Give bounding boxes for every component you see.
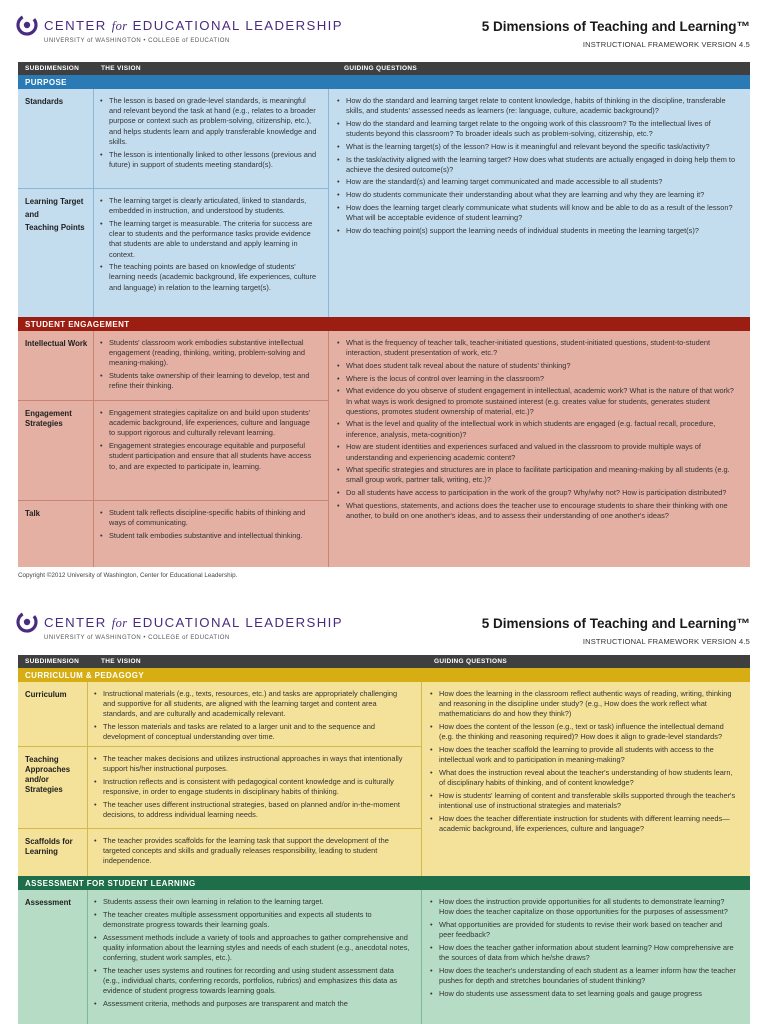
row-engagement-strategies <box>18 401 328 501</box>
column-header <box>18 62 750 75</box>
org-subtitle: UNIVERSITY of WASHINGTON • COLLEGE of EDUCATION <box>44 38 230 44</box>
section-assessment <box>18 890 750 1024</box>
document-title: 5 Dimensions of Teaching and Learning™ <box>481 616 750 631</box>
section-purpose-header: PURPOSE <box>18 75 750 89</box>
question-item: • How does the instruction provide opportunities for all students to demonstrate learning? How does the teacher capitalize on those opportunities for the purposes of assessment? <box>430 897 738 917</box>
row-curriculum <box>18 682 421 747</box>
question-item: • How does the teacher scaffold the learning to provide all students with access to the intellectual work and to participation in meaning-making? <box>430 745 738 765</box>
vision-item: • Engagement strategies capitalize on and build upon students' academic background, life experiences, culture and language to support rigorous and culturally relevant learning. <box>100 408 318 439</box>
guiding-questions-cell <box>421 682 750 876</box>
subdimension-label: Intellectual Work <box>18 331 94 400</box>
subdimension-label: Scaffolds for Learning <box>18 829 88 876</box>
cel-logo-icon <box>16 14 38 36</box>
row-assessment <box>18 890 421 1024</box>
question-item: • What is the frequency of teacher talk, teacher-initiated questions, student-initiated questions, student-to-student interaction, student presentation of work, etc.? <box>337 338 738 358</box>
vision-item: • The lesson is based on grade-level standards, is meaningful and relevant beyond the task at hand (e.g., relates to a broader purpose or context such as problem-solving, citizenship, etc.), and helps students learn and apply transferable knowledge and skills. <box>100 96 318 147</box>
col-guiding: GUIDING QUESTIONS <box>434 658 507 665</box>
question-item: • What is the learning target(s) of the lesson? How is it meaningful and relevant beyond the specific task/activity? <box>337 142 738 152</box>
vision-item: • Students' classroom work embodies substantive intellectual engagement (reading, thinking, writing, problem-solving and meaning-making). <box>100 338 318 369</box>
guiding-questions-cell <box>328 89 750 317</box>
question-item: • How are student identities and experiences surfaced and valued in the classroom to provide multiple ways of understanding and experiencing academic content? <box>337 442 738 462</box>
question-item: • Is the task/activity aligned with the learning target? How does what students are actually engaged in doing help them to achieve the desired outcome(s)? <box>337 155 738 175</box>
vision-item: • The teacher uses different instructional strategies, based on planned and/or in-the-moment decisions, to address individual learning needs. <box>94 800 411 820</box>
page-header <box>0 597 768 657</box>
vision-item: • Students assess their own learning in relation to the learning target. <box>94 897 411 907</box>
question-item: • What specific strategies and structures are in place to facilitate participation and meaning-making by all students (e.g. small group work, partner talk, writing, etc.)? <box>337 465 738 485</box>
question-item: • What does student talk reveal about the nature of students' thinking? <box>337 361 738 371</box>
document-version: INSTRUCTIONAL FRAMEWORK VERSION 4.5 <box>582 40 750 49</box>
question-item: • How does the content of the lesson (e.g., text or task) influence the intellectual demand (e.g. the thinking and reasoning required)? How does it align to grade-level standards? <box>430 722 738 742</box>
row-standards <box>18 89 328 189</box>
col-subdimension: SUBDIMENSION <box>25 658 80 665</box>
section-assessment-header: ASSESSMENT FOR STUDENT LEARNING <box>18 876 750 890</box>
question-item: • What questions, statements, and actions does the teacher use to encourage students to share their thinking with one another, to build on one another's ideas, and to assess their understanding of one another's ideas? <box>337 501 738 521</box>
copyright-notice: Copyright ©2012 University of Washington, Center for Educational Leadership. <box>18 572 238 579</box>
document-version: INSTRUCTIONAL FRAMEWORK VERSION 4.5 <box>582 637 750 646</box>
col-guiding: GUIDING QUESTIONS <box>344 65 417 72</box>
vision-item: • Assessment methods include a variety of tools and approaches to gather comprehensive and quality information about the learning styles and needs of each student (e.g., anecdotal notes, conferring, student work samples, etc.). <box>94 933 411 964</box>
question-item: • How does the learning in the classroom reflect authentic ways of reading, writing, thinking and reasoning in the discipline under study? (e.g., How does the work reflect what mathematicians do and how they think?) <box>430 689 738 720</box>
page-header <box>0 0 768 60</box>
guiding-questions-cell <box>421 890 750 1024</box>
subdimension-label: Learning Target and Teaching Points <box>18 189 94 317</box>
org-name: CENTER for EDUCATIONAL LEADERSHIP <box>44 18 343 33</box>
column-header <box>18 655 750 668</box>
vision-cell <box>94 401 328 500</box>
row-intellectual-work <box>18 331 328 401</box>
vision-item: • Students take ownership of their learning to develop, test and refine their thinking. <box>100 371 318 391</box>
vision-cell <box>88 682 421 746</box>
row-scaffolds <box>18 829 421 876</box>
vision-item: • The teacher makes decisions and utilizes instructional approaches in ways that intentionally support his/her instructional purposes. <box>94 754 411 774</box>
vision-item: • The learning target is measurable. The criteria for success are clear to students and the performance tasks provide evidence that students are able to understand and apply learning in context. <box>100 219 318 260</box>
document-title: 5 Dimensions of Teaching and Learning™ <box>481 19 750 34</box>
vision-item: • The teacher uses systems and routines for recording and using student assessment data (e.g., individual charts, conferring records, portfolios, rubrics) and emphasizes this data as evidence of student progress towards learning goals. <box>94 966 411 997</box>
vision-item: • The teacher creates multiple assessment opportunities and expects all students to demonstrate progress towards their learning goals. <box>94 910 411 930</box>
section-curriculum-header: CURRICULUM & PEDAGOGY <box>18 668 750 682</box>
vision-cell <box>94 89 328 188</box>
question-item: • How do students use assessment data to set learning goals and gauge progress <box>430 989 738 999</box>
subdimension-label: Standards <box>18 89 94 188</box>
org-name: CENTER for EDUCATIONAL LEADERSHIP <box>44 615 343 630</box>
vision-item: • The lesson is intentionally linked to other lessons (previous and future) in support of students meeting standard(s). <box>100 150 318 170</box>
row-teaching-approaches <box>18 747 421 829</box>
section-purpose <box>18 89 750 317</box>
vision-item: • The learning target is clearly articulated, linked to standards, embedded in instruction, and understood by students. <box>100 196 318 216</box>
col-vision: THE VISION <box>101 658 141 665</box>
question-item: • How does the learning target clearly communicate what students will know and be able to do as a result of the lesson? What will be acceptable evidence of student learning? <box>337 203 738 223</box>
question-item: • How are the standard(s) and learning target communicated and made accessible to all students? <box>337 177 738 187</box>
question-item: • How do teaching point(s) support the learning needs of individual students in meeting the learning target(s)? <box>337 226 738 236</box>
vision-cell <box>94 501 328 567</box>
question-item: • How do students communicate their understanding about what they are learning and why they are learning it? <box>337 190 738 200</box>
question-item: • How does the teacher's understanding of each student as a learner inform how the teacher pushes for depth and stretches boundaries of student thinking? <box>430 966 738 986</box>
question-item: • How does the teacher differentiate instruction for students with different learning needs—academic background, life experiences, culture and language? <box>430 814 738 834</box>
question-item: • What opportunities are provided for students to revise their work based on teacher and peer feedback? <box>430 920 738 940</box>
question-item: • What does the instruction reveal about the teacher's understanding of how students learn, of disciplinary habits of thinking, and of content knowledge? <box>430 768 738 788</box>
question-item: • Do all students have access to participation in the work of the group? Why/why not? How is participation distributed? <box>337 488 738 498</box>
question-item: • What evidence do you observe of student engagement in intellectual, academic work? What is the nature of that work? In what ways is work designed to promote sustained interest (e.g. creates value for students, generates student questions, promotes student ownership of material, etc.)? <box>337 386 738 417</box>
cel-logo-icon <box>16 611 38 633</box>
section-engagement-header: STUDENT ENGAGEMENT <box>18 317 750 331</box>
vision-item: • Assessment criteria, methods and purposes are transparent and match the <box>94 999 411 1009</box>
vision-item: • Instructional materials (e.g., texts, resources, etc.) and tasks are appropriately challenging and supportive for all students, are aligned with the learning target and content area standards, and are culturally and academically relevant. <box>94 689 411 720</box>
subdimension-label: Assessment <box>18 890 88 1024</box>
subdimension-label: Talk <box>18 501 94 567</box>
row-talk <box>18 501 328 567</box>
question-item: • What is the level and quality of the intellectual work in which students are engaged (e.g. factual recall, procedure, inference, analysis, meta-cognition)? <box>337 419 738 439</box>
vision-item: • Student talk embodies substantive and intellectual thinking. <box>100 531 318 541</box>
question-item: • How does the teacher gather information about student learning? How comprehensive are the sources of data from which he/she draws? <box>430 943 738 963</box>
subdimension-label: Curriculum <box>18 682 88 746</box>
row-learning-target <box>18 189 328 317</box>
vision-item: • Engagement strategies encourage equitable and purposeful student participation and ensure that all students have access to, and are expected to participate in, learning. <box>100 441 318 472</box>
framework-page-2 <box>0 593 768 1024</box>
vision-item: • Student talk reflects discipline-specific habits of thinking and ways of communicating. <box>100 508 318 528</box>
vision-cell <box>88 747 421 828</box>
vision-cell <box>88 829 421 876</box>
vision-item: • The teacher provides scaffolds for the learning task that support the development of the targeted concepts and skills and gradually releases responsibility, leading to student independence. <box>94 836 411 867</box>
question-item: • How is students' learning of content and transferable skills supported through the teacher's intentional use of instructional strategies and materials? <box>430 791 738 811</box>
subdimension-label: Engagement Strategies <box>18 401 94 500</box>
guiding-questions-cell <box>328 331 750 567</box>
vision-cell <box>94 189 328 317</box>
subdimension-label: Teaching Approaches and/or Strategies <box>18 747 88 828</box>
vision-item: • Instruction reflects and is consistent with pedagogical content knowledge and is culturally responsive, in order to engage students in disciplinary habits of thinking. <box>94 777 411 797</box>
question-item: • Where is the locus of control over learning in the classroom? <box>337 374 738 384</box>
section-engagement <box>18 331 750 567</box>
vision-cell <box>94 331 328 400</box>
section-curriculum <box>18 682 750 876</box>
question-item: • How do the standard and learning target relate to the ongoing work of this classroom? To the intellectual lives of students beyond this classroom? To broader ideals such as problem-solving, citizenship, etc.? <box>337 119 738 139</box>
col-vision: THE VISION <box>101 65 141 72</box>
question-item: • How do the standard and learning target relate to content knowledge, habits of thinking in the discipline, transferable skills, and students' assessed needs as learners (re: language, culture, academic background)? <box>337 96 738 116</box>
col-subdimension: SUBDIMENSION <box>25 65 80 72</box>
vision-cell <box>88 890 421 1024</box>
vision-item: • The lesson materials and tasks are related to a larger unit and to the sequence and development of conceptual understanding over time. <box>94 722 411 742</box>
framework-table <box>18 655 750 1024</box>
org-subtitle: UNIVERSITY of WASHINGTON • COLLEGE of EDUCATION <box>44 635 230 641</box>
framework-table <box>18 62 750 567</box>
vision-item: • The teaching points are based on knowledge of students' learning needs (academic background, life experiences, culture and language) in relation to the learning target(s). <box>100 262 318 293</box>
